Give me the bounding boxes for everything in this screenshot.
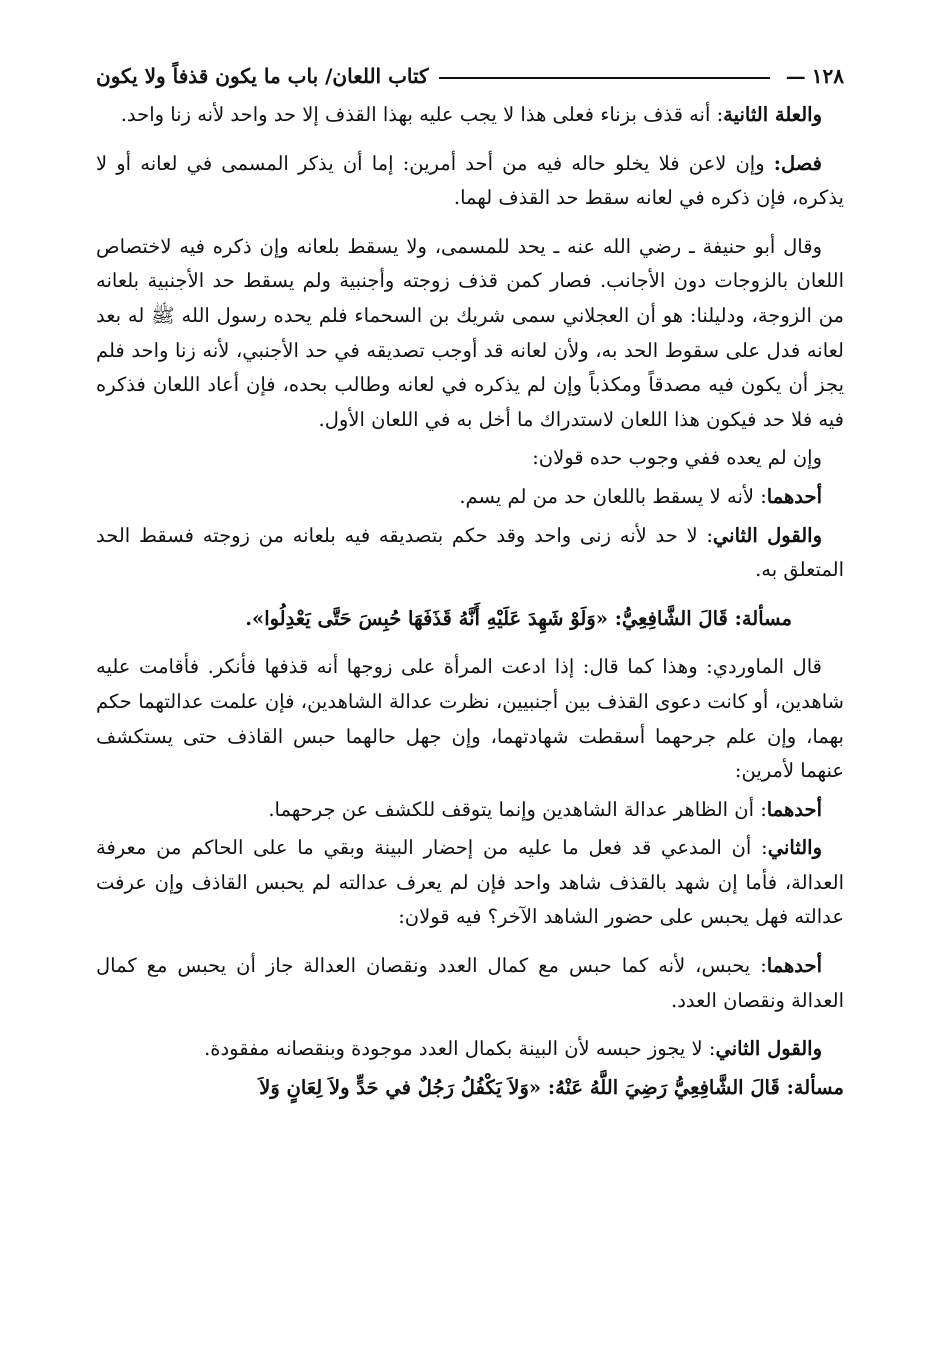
paragraph-6 bbox=[96, 519, 844, 588]
header-dash: — bbox=[785, 64, 806, 88]
masala-lead: مسألة: قَالَ الشَّافِعِيُّ: bbox=[614, 606, 792, 630]
paragraph-lead: والقول الثاني bbox=[715, 1037, 822, 1061]
paragraph-text: : أن المدعي قد فعل ما عليه من إحضار البينة وبقي ما على الحاكم من معرفة العدالة، فأما إن شهد بالقذف شاهد واحد فإن لم يعرف عدالته لم يحبس القاذف وإن عرفت عدالته فهل يحبس على حضور الشاهد الآخر؟ فيه قولان: bbox=[96, 836, 844, 929]
masala-quote: «وَلَوْ شَهِدَ عَلَيْهِ أَنَّهُ قَذَفَهَا حُبِسَ حَتَّى يَعْدِلُوا». bbox=[245, 606, 615, 630]
paragraph-text: : يحبس، لأنه كما حبس مع كمال العدد ونقصان العدالة جاز أن يحبس مع كمال العدالة ونقصان العدد. bbox=[96, 954, 844, 1012]
masala-1 bbox=[96, 602, 844, 637]
paragraph-lead: والعلة الثانية bbox=[723, 103, 822, 126]
paragraph-lead: والثاني bbox=[767, 836, 822, 860]
paragraph-5 bbox=[96, 480, 844, 515]
running-header bbox=[96, 58, 844, 94]
paragraph-text: قال الماوردي: وهذا كما قال: إذا ادعت المرأة على زوجها أنه قذفها فأنكر. فأقامت عليه شاهدين، أو كانت دعوى القذف بين أجنبيين، نظرت عدالة الشاهدين، فإن علمت عدالتهما حكم بهما، وإن علم جرحهما أسقطت شهادتهما، وإن جهل حالهما حبس القاذف حتى يستكشف عنهما لأمرين: bbox=[96, 655, 844, 783]
paragraph-1 bbox=[96, 98, 844, 133]
paragraph-text: : أنه قذف بزناء فعلى هذا لا يجب عليه بهذا القذف إلا حد واحد لأنه زنا واحد. bbox=[120, 103, 724, 126]
paragraph-3 bbox=[96, 230, 844, 438]
page-number: ١٢٨ bbox=[811, 64, 844, 88]
paragraph-8 bbox=[96, 650, 844, 788]
masala-lead: مسألة: قَالَ الشَّافِعِيُّ رَضِيَ اللَّهُ عَنْهُ: bbox=[547, 1075, 844, 1099]
paragraph-4 bbox=[96, 441, 844, 476]
header-title: كتاب اللعان/ باب ما يكون قذفاً ولا يكون bbox=[96, 64, 429, 88]
masala-quote: «وَلاَ يَكْفُلُ رَجُلٌ في حَدٍّ ولاَ لِعَانٍ وَلاَ bbox=[259, 1075, 548, 1099]
paragraph-9 bbox=[96, 793, 844, 828]
paragraph-lead: والقول الثاني bbox=[712, 523, 822, 547]
paragraph-11 bbox=[96, 949, 844, 1018]
paragraph-lead: أحدهما bbox=[766, 954, 822, 978]
paragraph-text: وإن لم يعده ففي وجوب حده قولان: bbox=[532, 446, 822, 470]
paragraph-text: : أن الظاهر عدالة الشاهدين وإنما يتوقف للكشف عن جرحهما. bbox=[268, 797, 767, 821]
paragraph-lead: أحدهما bbox=[766, 797, 822, 821]
paragraph-text: وقال أبو حنيفة ـ رضي الله عنه ـ يحد للمسمى، ولا يسقط بلعانه وإن ذكره فيه لاختصاص اللعان بالزوجات دون الأجانب. فصار كمن قذف زوجته وأجنبية ولم يسقط حد الأجنبية بلعانه من الزوجة، ودليلنا: هو أن العجلاني سمى شريك بن السحماء فلم يحده رسول الله ﷺ له بعد لعانه فدل على سقوط الحد به، ولأن لعانه قد أوجب تصديقه في حد الأجنبي، لأنه زنا واحد فلم يجز أن يكون فيه مصدقاً ومكذباً وإن لم يذكره في لعانه وطالب بحده، فإن أعاد اللعان فذكره فيه فلا حد فيكون هذا اللعان لاستدراك ما أخل به في اللعان الأول. bbox=[96, 234, 844, 431]
paragraph-lead: فصل: bbox=[773, 151, 822, 175]
header-rule bbox=[439, 77, 770, 79]
paragraph-text: : لا حد لأنه زنى واحد وقد حكم بتصديقه فيه بلعانه من زوجته فسقط الحد المتعلق به. bbox=[96, 523, 844, 582]
masala-2 bbox=[96, 1071, 844, 1106]
page-body bbox=[96, 98, 844, 1105]
paragraph-lead: أحدهما bbox=[766, 484, 822, 508]
paragraph-text: : لا يجوز حبسه لأن البينة بكمال العدد موجودة وبنقصانه مفقودة. bbox=[204, 1037, 716, 1061]
paragraph-2 bbox=[96, 147, 844, 216]
paragraph-10 bbox=[96, 831, 844, 935]
paragraph-text: وإن لاعن فلا يخلو حاله فيه من أحد أمرين: إما أن يذكر المسمى في لعانه أو لا يذكره، فإن ذكره في لعانه سقط حد القذف لهما. bbox=[96, 151, 844, 210]
paragraph-text: : لأنه لا يسقط باللعان حد من لم يسم. bbox=[459, 484, 767, 508]
paragraph-12 bbox=[96, 1032, 844, 1067]
